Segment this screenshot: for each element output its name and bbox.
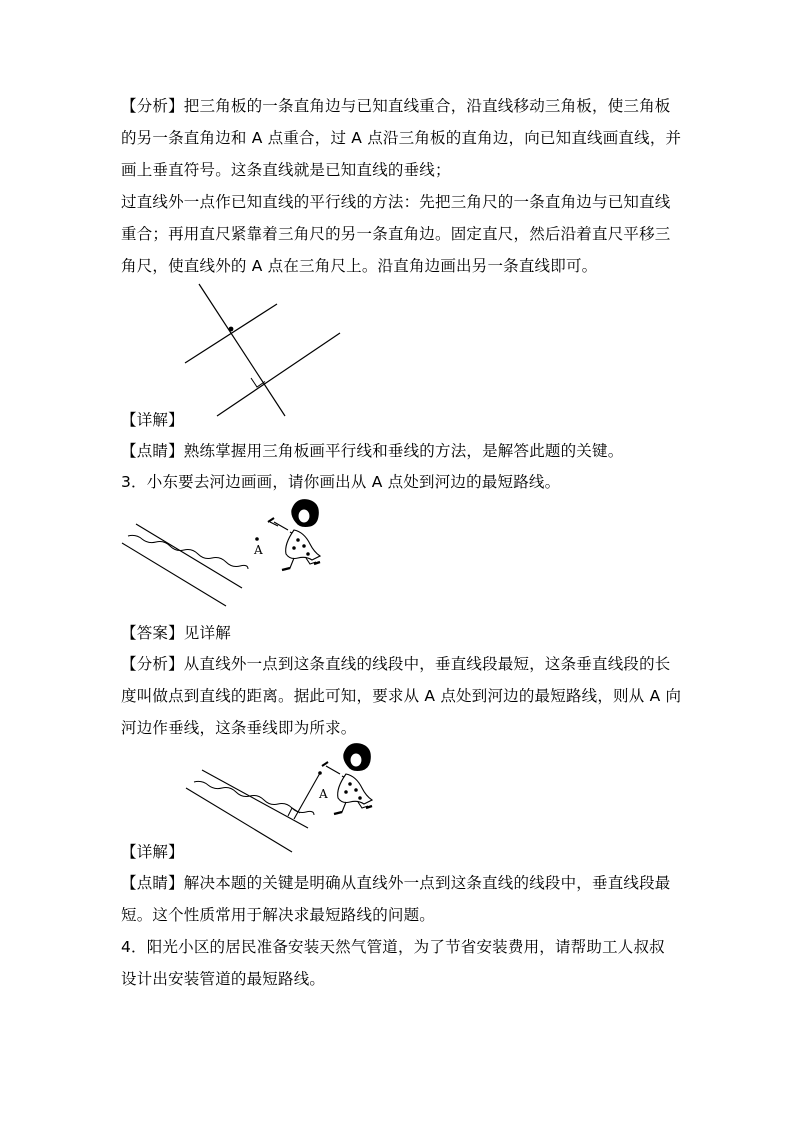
text-line: 【点睛】解决本题的关键是明确从直线外一点到这条直线的线段中，垂直线段最 (121, 874, 671, 892)
analysis-paragraph-3 (121, 648, 682, 744)
river-bank-line (136, 524, 242, 588)
analysis-paragraph-2 (121, 186, 673, 282)
comment-paragraph-1 (121, 435, 673, 467)
question-3 (121, 466, 673, 498)
text-line: 【详解】 (121, 411, 184, 429)
point-a-label: A (319, 787, 328, 801)
point-a-label: A (254, 543, 263, 557)
parallel-line (185, 304, 277, 363)
text-line: 度叫做点到直线的距离。据此可知，要求从 A 点处到河边的最短路线，则从 A 向 (121, 687, 682, 705)
right-angle-mark (288, 808, 300, 816)
text-line: 河边作垂线，这条垂线即为所求。 (121, 719, 357, 737)
answer-3 (121, 617, 673, 649)
parallel-perpendicular-figure (175, 280, 350, 420)
question-4 (121, 931, 673, 995)
text-line: 3．小东要去河边画画，请你画出从 A 点处到河边的最短路线。 (121, 473, 561, 491)
text-line: 角尺，使直线外的 A 点在三角尺上。沿直角边画出另一条直线即可。 (121, 257, 598, 275)
text-line: 设计出安装管道的最短路线。 (121, 970, 326, 988)
point-a (318, 771, 322, 775)
river-bank-line (202, 770, 308, 828)
text-line: 【详解】 (121, 843, 184, 861)
text-line: 画上垂直符号。这条直线就是已知直线的垂线； (121, 161, 451, 179)
text-line: 4．阳光小区的居民准备安装天然气管道，为了节省安装费用，请帮助工人叔叔 (121, 938, 665, 956)
point-a (229, 327, 234, 332)
comment-paragraph-3 (121, 867, 673, 931)
river-bank-line (122, 543, 226, 606)
text-line: 重合；再用直尺紧靠着三角尺的另一条直角边。固定直尺，然后沿着直尺平移三 (121, 225, 671, 243)
text-line: 短。这个性质常用于解决求最短路线的问题。 (121, 906, 436, 924)
river-wave (128, 535, 248, 569)
text-line: 【分析】把三角板的一条直角边与已知直线重合，沿直线移动三角板，使三角板 (121, 97, 671, 115)
text-line: 【分析】从直线外一点到这条直线的线段中，垂直线段最短，这条垂直线段的长 (121, 655, 671, 673)
text-line: 的另一条直角边和 A 点重合，过 A 点沿三角板的直角边，向已知直线画直线，并 (121, 129, 682, 147)
text-line: 【点睛】熟练掌握用三角板画平行线和垂线的方法，是解答此题的关键。 (121, 442, 624, 460)
analysis-paragraph-1 (121, 90, 682, 186)
girl-figure (322, 744, 372, 814)
girl-figure (268, 500, 320, 570)
perpendicular-line (199, 284, 285, 416)
river-question-figure (118, 496, 338, 616)
text-line: 【答案】见详解 (121, 624, 231, 642)
point-a (255, 537, 259, 541)
detail-heading-1 (121, 404, 673, 436)
text-line: 过直线外一点作已知直线的平行线的方法：先把三角尺的一条直角边与已知直线 (121, 193, 671, 211)
detail-heading-3 (121, 836, 673, 868)
